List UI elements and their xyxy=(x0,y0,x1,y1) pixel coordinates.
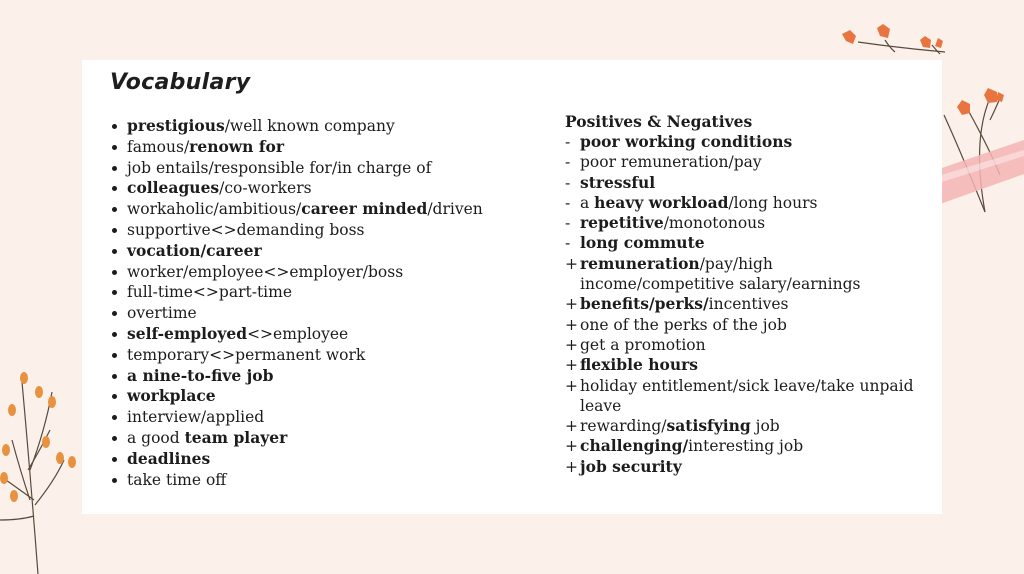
positive-sign: + xyxy=(565,315,578,334)
bold-term: self-employed xyxy=(127,323,248,343)
list-item xyxy=(108,449,483,470)
list-item xyxy=(108,366,483,387)
term-text: holiday entitlement/sick leave/take unpaid leave xyxy=(580,376,914,415)
bold-term: career minded xyxy=(301,199,428,219)
term-text: one of the perks of the job xyxy=(580,315,787,334)
positive-sign: + xyxy=(565,295,578,314)
list-item xyxy=(108,324,483,345)
bold-term: vocation/career xyxy=(127,240,262,260)
positive-sign: + xyxy=(565,356,578,375)
tape-strip xyxy=(930,140,1024,204)
list-item xyxy=(108,178,483,199)
term-text: <>employee xyxy=(247,324,349,343)
bold-term: renown for xyxy=(189,136,284,156)
list-item xyxy=(108,262,483,283)
negative-sign: - xyxy=(565,153,571,172)
bold-term: colleagues xyxy=(127,178,220,198)
list-item xyxy=(108,407,483,428)
bold-term: stressful xyxy=(580,172,656,192)
bold-term: remuneration xyxy=(580,253,700,273)
bold-term: job security xyxy=(580,456,682,476)
list-item xyxy=(565,294,925,314)
term-text: workaholic/ambitious/ xyxy=(127,200,302,219)
list-item xyxy=(565,376,925,417)
positive-sign: + xyxy=(565,335,578,354)
term-text: worker/employee<>employer/boss xyxy=(127,262,404,281)
list-item xyxy=(565,254,925,295)
bold-term: repetitive xyxy=(580,213,664,233)
list-item xyxy=(108,470,483,491)
list-item xyxy=(565,152,925,172)
list-item xyxy=(565,213,925,233)
term-text: job xyxy=(750,417,780,436)
list-item xyxy=(108,386,483,407)
term-text: temporary<>permanent work xyxy=(127,345,366,364)
positive-sign: + xyxy=(565,437,578,456)
bold-term: a nine-to-five job xyxy=(127,365,274,385)
list-item xyxy=(565,457,925,477)
list-item xyxy=(108,116,483,137)
negative-sign: - xyxy=(565,133,571,151)
list-item xyxy=(108,158,483,179)
bold-term: prestigious xyxy=(127,116,225,135)
positives-negatives-list xyxy=(565,132,925,477)
list-item xyxy=(108,303,483,324)
term-text: full-time<>part-time xyxy=(127,283,292,302)
list-item xyxy=(108,282,483,303)
bold-term: satisfying xyxy=(666,416,751,436)
term-text: interview/applied xyxy=(127,408,265,427)
list-item xyxy=(565,355,925,375)
term-text: overtime xyxy=(127,304,197,323)
list-item xyxy=(565,436,925,456)
list-item xyxy=(565,193,925,213)
bold-term: poor working conditions xyxy=(580,132,793,151)
bold-term: workplace xyxy=(127,386,216,406)
list-item xyxy=(108,220,483,241)
list-item xyxy=(565,173,925,193)
list-item xyxy=(565,315,925,335)
list-item xyxy=(565,335,925,355)
bold-term: team player xyxy=(184,427,288,447)
term-text: /well known company xyxy=(224,117,395,135)
term-text: /driven xyxy=(427,200,483,219)
list-item xyxy=(108,428,483,449)
positive-sign: + xyxy=(565,254,578,273)
bold-term: long commute xyxy=(580,233,705,253)
list-item xyxy=(108,137,483,158)
positive-sign: + xyxy=(565,457,578,476)
list-item xyxy=(108,199,483,220)
term-text: /co-workers xyxy=(219,179,312,198)
negative-sign: - xyxy=(565,173,571,192)
positives-negatives-heading: Positives & Negatives xyxy=(565,112,753,131)
list-item xyxy=(565,132,925,152)
list-item xyxy=(565,416,925,436)
positive-sign: + xyxy=(565,376,578,395)
bold-term: deadlines xyxy=(127,448,211,468)
term-text: /long hours xyxy=(728,193,818,212)
term-text: /pay/high income/competitive salary/earnings xyxy=(580,254,861,294)
term-text: supportive<>demanding boss xyxy=(127,220,365,239)
negative-sign: - xyxy=(565,234,571,253)
slide-title: Vocabulary xyxy=(110,70,251,95)
list-item xyxy=(565,233,925,253)
term-text: a good xyxy=(127,428,185,447)
term-text: /monotonous xyxy=(663,214,766,233)
term-text: incentives xyxy=(708,295,789,314)
positive-sign: + xyxy=(565,417,578,436)
negative-sign: - xyxy=(565,214,571,233)
list-item xyxy=(108,345,483,366)
list-item xyxy=(108,241,483,262)
term-text: poor remuneration/pay xyxy=(580,153,762,172)
term-text: get a promotion xyxy=(580,335,706,354)
bold-term: benefits/perks/ xyxy=(580,294,709,314)
term-text: a xyxy=(580,193,595,212)
bold-term: challenging/ xyxy=(580,436,689,456)
term-text: famous/ xyxy=(127,137,190,156)
term-text: take time off xyxy=(127,470,227,489)
bold-term: heavy workload xyxy=(594,192,729,212)
negative-sign: - xyxy=(565,193,571,212)
term-text: interesting job xyxy=(688,437,804,456)
term-text: rewarding/ xyxy=(580,417,667,436)
term-text: job entails/responsible for/in charge of xyxy=(127,158,432,177)
vocabulary-list xyxy=(108,116,483,490)
bold-term: flexible hours xyxy=(580,355,699,375)
